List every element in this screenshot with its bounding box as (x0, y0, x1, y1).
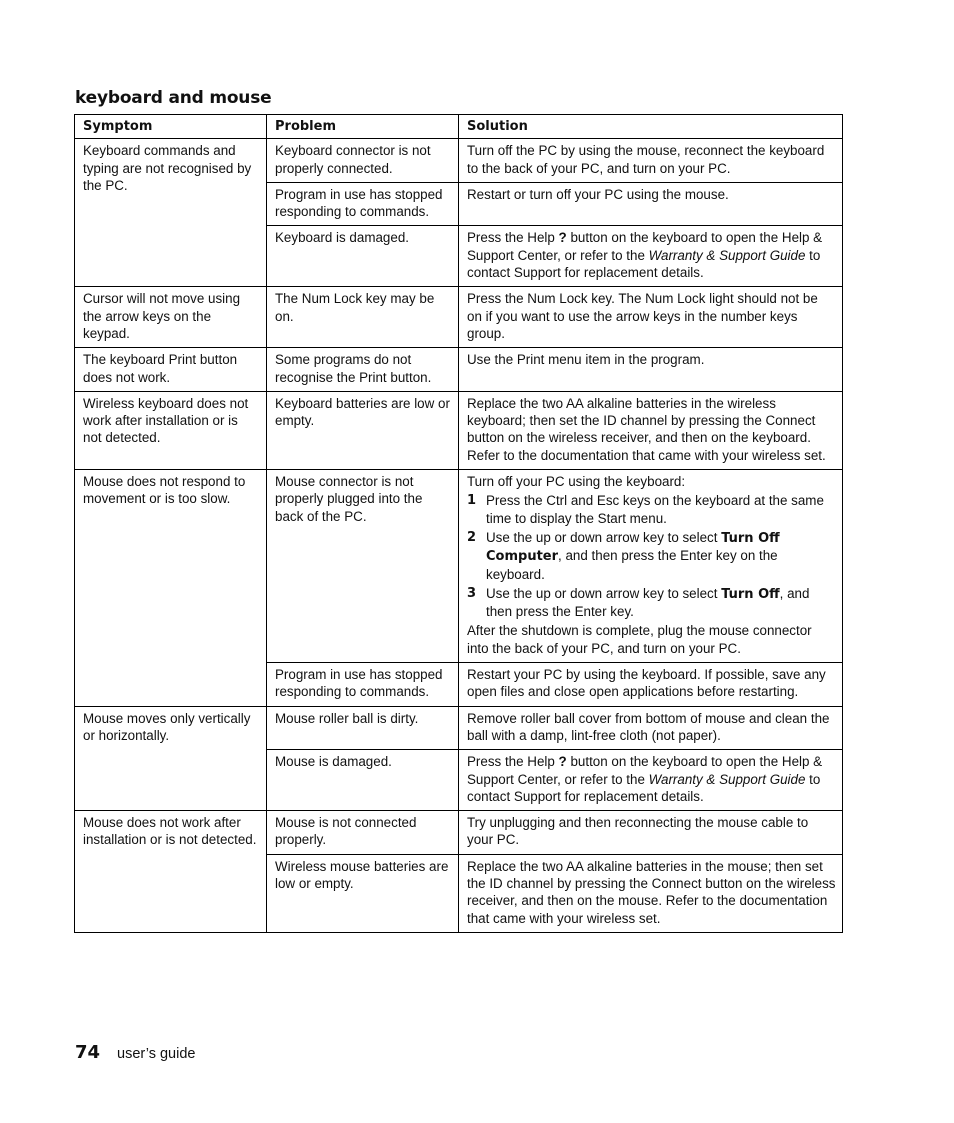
step-text-part: , and then press the Enter key on the keyboard. (486, 548, 778, 582)
problem-cell: Keyboard connector is not properly connected. (267, 139, 459, 183)
solution-intro: Turn off your PC using the keyboard: (467, 474, 686, 490)
symptom-cell: The keyboard Print button does not work. (75, 348, 267, 392)
solution-cell: Replace the two AA alkaline batteries in the mouse; then set the ID channel by pressing the Connect button on the wireless receiver, and then on the mouse. Refer to the documentation that came with your wireless set. (459, 854, 843, 932)
problem-cell: Program in use has stopped responding to commands. (267, 663, 459, 707)
step-number: 2 (467, 529, 477, 545)
problem-cell: Program in use has stopped responding to commands. (267, 182, 459, 226)
table-row (75, 391, 843, 469)
symptom-cell: Mouse moves only vertically or horizontally. (75, 706, 267, 810)
solution-cell: Use the Print menu item in the program. (459, 348, 843, 392)
solution-cell: Turn off the PC by using the mouse, reconnect the keyboard to the back of your PC, and turn on your PC. (459, 139, 843, 183)
column-header-solution: Solution (459, 115, 843, 139)
solution-cell (459, 750, 843, 811)
section-heading: keyboard and mouse (75, 88, 272, 108)
problem-cell: Keyboard is damaged. (267, 226, 459, 287)
symptom-cell: Wireless keyboard does not work after installation or is not detected. (75, 391, 267, 469)
step-text (486, 585, 836, 621)
solution-text: to contact Support for replacement details. (467, 247, 821, 281)
symptom-cell: Mouse does not respond to movement or is too slow. (75, 470, 267, 707)
solution-text: Press the Help (467, 230, 559, 246)
table-row (75, 706, 843, 750)
step-number: 3 (467, 585, 477, 601)
problem-cell: Some programs do not recognise the Print button. (267, 348, 459, 392)
menu-command: Turn Off (721, 586, 780, 602)
symptom-cell: Mouse does not work after installation or is not detected. (75, 811, 267, 933)
solution-text: to contact Support for replacement details. (467, 771, 821, 804)
solution-cell: Restart or turn off your PC using the mouse. (459, 182, 843, 226)
table-row (75, 470, 843, 663)
solution-cell: Remove roller ball cover from bottom of mouse and clean the ball with a damp, lint-free cloth (not paper). (459, 706, 843, 750)
help-key-icon: ? (558, 230, 567, 246)
column-header-symptom: Symptom (75, 115, 267, 139)
solution-cell: Press the Num Lock key. The Num Lock light should not be on if you want to use the arrow keys in the number keys group. (459, 287, 843, 348)
step-text-part: Use the up or down arrow key to select (486, 585, 722, 601)
step-list (467, 492, 836, 620)
guide-title: Warranty & Support Guide (648, 771, 806, 787)
step-text-part: Use the up or down arrow key to select (486, 529, 722, 545)
problem-cell: Mouse is not connected properly. (267, 811, 459, 855)
table-header-row (75, 115, 843, 139)
problem-cell: The Num Lock key may be on. (267, 287, 459, 348)
step-text-part: , and then press the Enter key. (486, 585, 810, 620)
solution-text: button on the keyboard to open the Help & Support Center, or refer to the (467, 754, 823, 787)
solution-cell: Replace the two AA alkaline batteries in the wireless keyboard; then set the ID channel by pressing the Connect button on the wireless receiver, and then on the keyboard. Refer to the documentation that came with your wireless set. (459, 391, 843, 469)
footer-label: user’s guide (117, 1046, 196, 1062)
page-number: 74 (75, 1042, 101, 1063)
step-item (467, 585, 836, 621)
help-key-icon: ? (558, 754, 567, 770)
solution-outro: After the shutdown is complete, plug the mouse connector into the back of your PC, and turn on your PC. (467, 623, 812, 656)
column-header-problem: Problem (267, 115, 459, 139)
symptom-cell: Cursor will not move using the arrow keys on the keypad. (75, 287, 267, 348)
troubleshooting-table (74, 114, 843, 933)
solution-text: Press the Help (467, 754, 559, 770)
step-item (467, 529, 836, 583)
problem-cell: Mouse is damaged. (267, 750, 459, 811)
table-row (75, 287, 843, 348)
problem-cell: Mouse roller ball is dirty. (267, 706, 459, 750)
step-number: 1 (467, 493, 477, 509)
step-item (467, 492, 836, 527)
step-text: Press the Ctrl and Esc keys on the keyboard at the same time to display the Start menu. (486, 493, 824, 526)
solution-text: button on the keyboard to open the Help & Support Center, or refer to the (467, 230, 823, 263)
guide-title: Warranty & Support Guide (648, 247, 806, 263)
table-row (75, 348, 843, 392)
solution-cell: Restart your PC by using the keyboard. If possible, save any open files and close open applications before restarting. (459, 663, 843, 707)
table-row (75, 139, 843, 183)
problem-cell: Wireless mouse batteries are low or empty. (267, 854, 459, 932)
solution-cell (459, 226, 843, 287)
menu-command: Turn Off Computer (486, 530, 780, 565)
problem-cell: Mouse connector is not properly plugged into the back of the PC. (267, 470, 459, 663)
problem-cell: Keyboard batteries are low or empty. (267, 391, 459, 469)
table-row (75, 811, 843, 855)
solution-cell: Try unplugging and then reconnecting the mouse cable to your PC. (459, 811, 843, 855)
symptom-cell: Keyboard commands and typing are not recognised by the PC. (75, 139, 267, 287)
solution-cell (459, 470, 843, 663)
step-text (486, 529, 836, 583)
